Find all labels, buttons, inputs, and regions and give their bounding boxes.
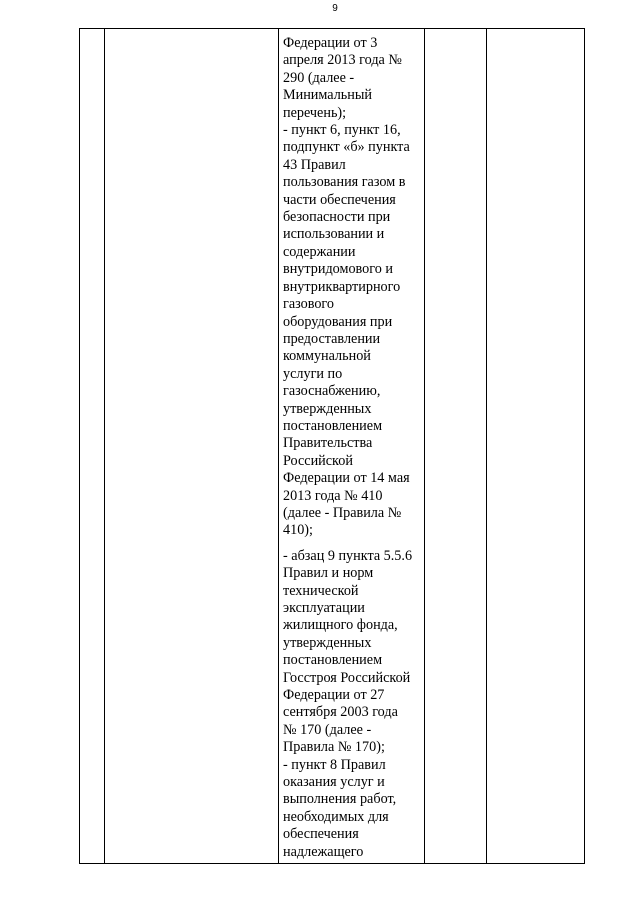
text-line: выполнения работ,: [283, 791, 397, 808]
text-line: Минимальный: [283, 87, 372, 104]
legal-references-cell: [283, 35, 423, 861]
text-line: постановлением: [283, 652, 383, 669]
text-line: безопасности при: [283, 209, 391, 226]
text-line: предоставлении: [283, 330, 381, 347]
requirements-table: [79, 28, 585, 864]
text-line: внутриквартирного: [283, 278, 401, 295]
text-line: обеспечения: [283, 826, 359, 843]
text-line: эксплуатации: [283, 600, 365, 616]
text-line: технической: [283, 582, 359, 599]
text-line: 43 Правил: [283, 156, 346, 173]
text-line: газоснабжению,: [283, 383, 381, 400]
text-line: 410);: [283, 522, 313, 539]
text-line: апреля 2013 года №: [283, 52, 402, 69]
text-line: Правила № 170);: [283, 739, 385, 756]
text-line: пользования газом в: [283, 174, 406, 191]
text-line: Федерации от 27: [283, 687, 385, 704]
legal-references-paragraph-2: [283, 548, 423, 861]
text-line: услуги по: [283, 365, 343, 382]
text-line: 2013 года № 410: [283, 487, 383, 504]
text-line: внутридомового и: [283, 261, 393, 278]
text-line: 290 (далее -: [283, 69, 355, 86]
text-line: надлежащего: [283, 843, 364, 860]
text-line: оказания услуг и: [283, 774, 385, 791]
text-line: - пункт 8 Правил: [283, 756, 386, 773]
column-divider-3: [424, 29, 425, 863]
text-line: - абзац 9 пункта 5.5.6: [283, 547, 413, 564]
text-line: (далее - Правила №: [283, 504, 402, 521]
text-line: Федерации от 3: [283, 35, 378, 51]
text-line: постановлением: [283, 417, 383, 434]
text-line: коммунальной: [283, 348, 371, 365]
text-line: использовании и: [283, 226, 385, 243]
text-line: Госстроя Российской: [283, 669, 411, 686]
text-line: содержании: [283, 243, 356, 260]
text-line: Правил и норм: [283, 565, 374, 582]
column-divider-4: [486, 29, 487, 863]
column-divider-2: [278, 29, 279, 863]
text-line: сентября 2003 года: [283, 704, 398, 721]
text-line: необходимых для: [283, 808, 389, 825]
paragraph-gap: [283, 540, 423, 548]
text-line: утвержденных: [283, 400, 372, 417]
text-line: газового: [283, 296, 334, 313]
text-line: оборудования при: [283, 313, 393, 330]
text-line: - пункт 6, пункт 16,: [283, 122, 401, 139]
legal-references-paragraph-1: [283, 35, 423, 540]
text-line: части обеспечения: [283, 191, 396, 208]
page-number: 9: [332, 3, 338, 14]
text-line: № 170 (далее -: [283, 721, 372, 738]
text-line: утвержденных: [283, 634, 372, 651]
text-line: подпункт «б» пункта: [283, 139, 410, 156]
text-line: жилищного фонда,: [283, 617, 398, 634]
text-line: перечень);: [283, 104, 347, 121]
text-line: Российской: [283, 452, 353, 469]
text-line: Правительства: [283, 435, 373, 452]
text-line: Федерации от 14 мая: [283, 470, 410, 487]
column-divider-1: [104, 29, 105, 863]
